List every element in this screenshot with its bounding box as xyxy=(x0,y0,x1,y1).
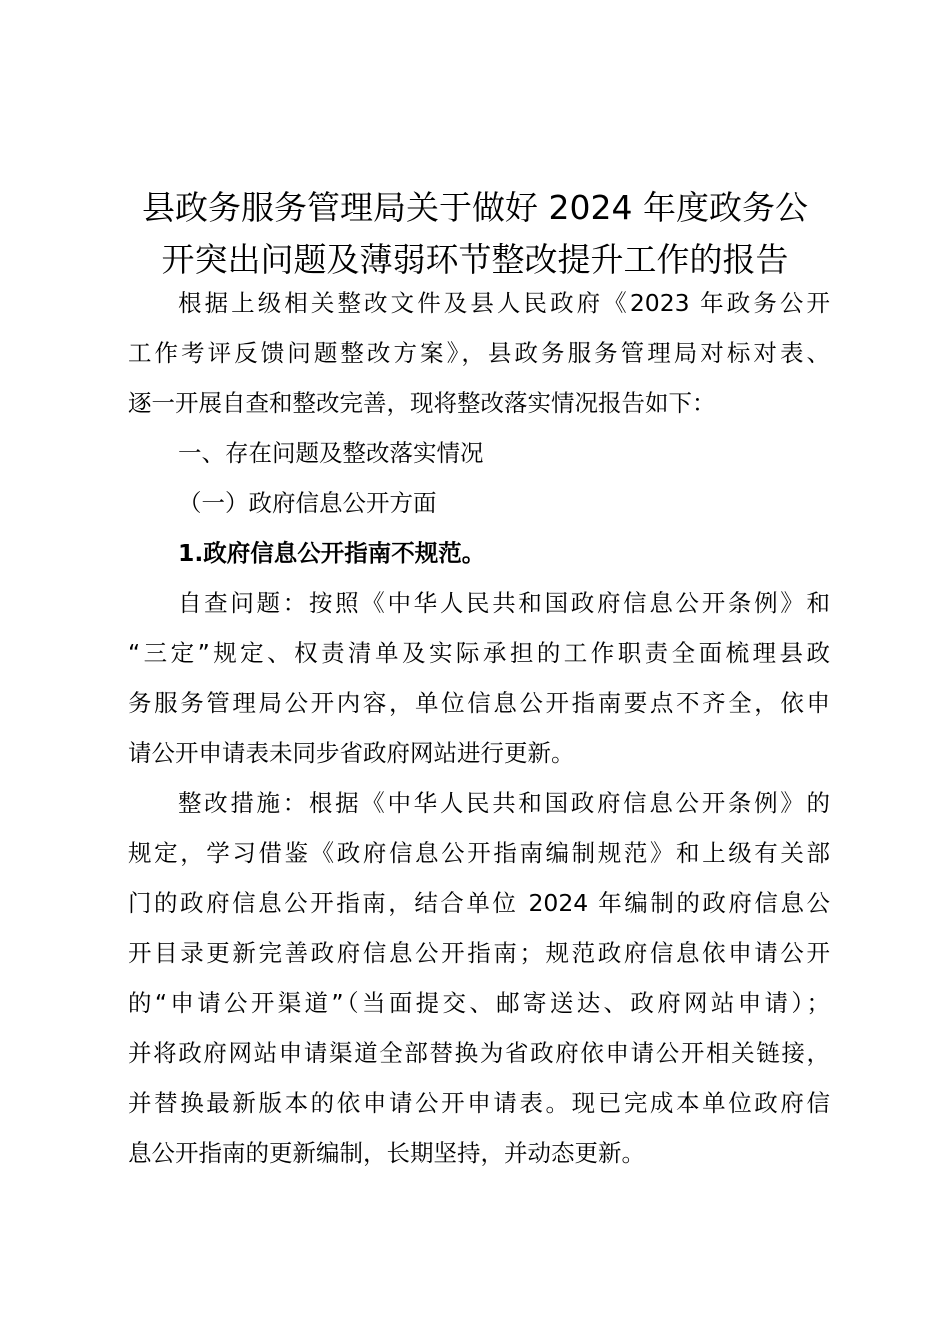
section-heading-1: 一、存在问题及整改落实情况 xyxy=(178,439,484,467)
item-heading-1: 1.政府信息公开指南不规范。 xyxy=(178,539,486,567)
document-title xyxy=(120,182,830,286)
self-check-paragraph xyxy=(128,578,830,778)
document-body xyxy=(128,278,830,1178)
title-line-2: 开突出问题及薄弱环节整改提升工作的报告 xyxy=(161,240,789,279)
self-check-line-1: 自查问题：按照《中华人民共和国政府信息公开条例》和 xyxy=(178,589,830,617)
measures-paragraph xyxy=(128,778,830,1178)
title-line-1: 县政务服务管理局关于做好 2024 年度政务公 xyxy=(142,188,808,227)
self-check-line-3: 务服务管理局公开内容，单位信息公开指南要点不齐全，依申 xyxy=(128,689,830,717)
intro-paragraph xyxy=(128,278,830,428)
measures-line-3: 门的政府信息公开指南，结合单位 2024 年编制的政府信息公 xyxy=(128,889,830,917)
measures-line-6: 并将政府网站申请渠道全部替换为省政府依申请公开相关链接， xyxy=(128,1039,830,1067)
intro-line-1: 根据上级相关整改文件及县人民政府《2023 年政务公开 xyxy=(178,289,830,317)
self-check-line-2: “三定”规定、权责清单及实际承担的工作职责全面梳理县政 xyxy=(128,639,830,667)
intro-line-3: 逐一开展自查和整改完善，现将整改落实情况报告如下： xyxy=(128,389,716,417)
measures-line-8: 息公开指南的更新编制，长期坚持，并动态更新。 xyxy=(128,1139,645,1167)
measures-line-2: 规定，学习借鉴《政府信息公开指南编制规范》和上级有关部 xyxy=(128,839,830,867)
subsection-heading-1: （一）政府信息公开方面 xyxy=(178,489,437,517)
measures-line-5: 的“申请公开渠道”（当面提交、邮寄送达、政府网站申请）； xyxy=(128,989,830,1017)
measures-line-4: 开目录更新完善政府信息公开指南；规范政府信息依申请公开 xyxy=(128,939,830,967)
intro-line-2: 工作考评反馈问题整改方案》，县政务服务管理局对标对表、 xyxy=(128,339,830,367)
measures-line-7: 并替换最新版本的依申请公开申请表。现已完成本单位政府信 xyxy=(128,1089,830,1117)
measures-line-1: 整改措施：根据《中华人民共和国政府信息公开条例》的 xyxy=(178,789,830,817)
self-check-line-4: 请公开申请表未同步省政府网站进行更新。 xyxy=(128,739,575,767)
